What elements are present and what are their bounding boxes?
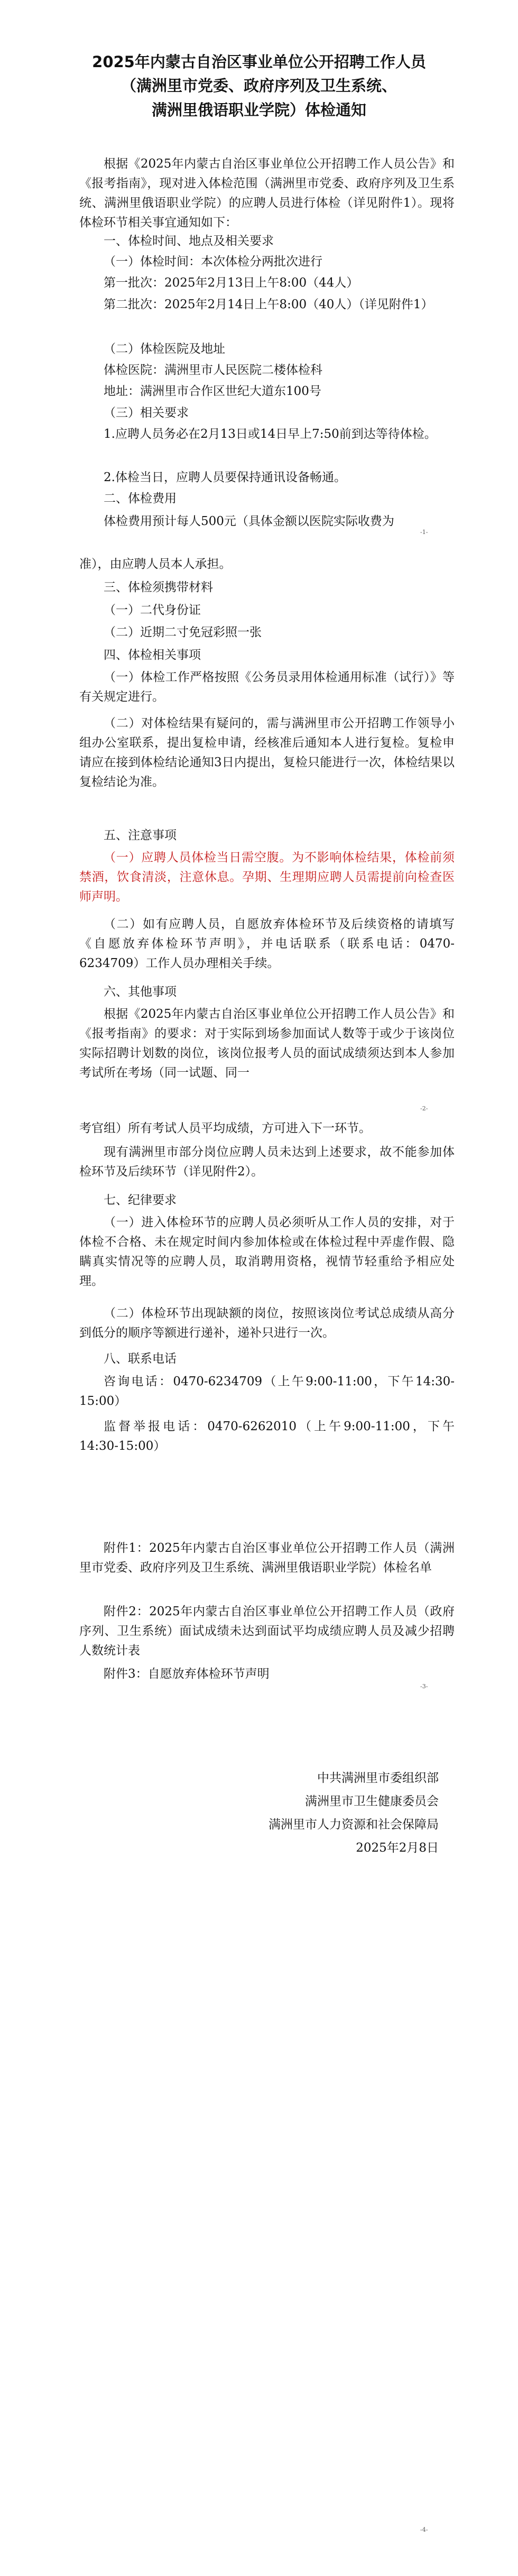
section-6-paragraph-2: 现有满洲里市部分岗位应聘人员未达到上述要求，故不能参加体检环节及后续环节（详见附件2）。 [79, 1145, 455, 1179]
section-4-heading: 四、体检相关事项 [104, 648, 201, 662]
signature-org-2: 满洲里市卫生健康委员会 [305, 1795, 439, 1808]
fee-text-a: 体检费用预计每人500元（具体金额以医院实际收费为 [104, 514, 394, 528]
section-6-paragraph-1b: 考官组）所有考试人员平均成绩，方可进入下一环节。 [79, 1121, 371, 1135]
signature-org-3: 满洲里市人力资源和社会保障局 [269, 1818, 439, 1832]
requirement-1: 1.应聘人员务必在2月13日或14日早上7:50前到达等待体检。 [104, 427, 437, 441]
section-1-sub-1: （一）体检时间：本次体检分两批次进行 [104, 255, 322, 269]
signature-org-1: 中共满洲里市委组织部 [317, 1771, 439, 1785]
material-item-2: （二）近期二寸免冠彩照一张 [104, 625, 262, 639]
title-line-3: 满洲里俄语职业学院）体检通知 [151, 101, 366, 119]
hospital-name: 体检医院：满洲里市人民医院二楼体检科 [104, 363, 322, 377]
section-4-paragraph-1: （一）体检工作严格按照《公务员录用体检通用标准（试行）》等有关规定进行。 [79, 670, 455, 704]
intro-paragraph: 根据《2025年内蒙古自治区事业单位公开招聘工作人员公告》和《报考指南》，现对进入体检范围（满洲里市党委、政府序列及卫生系统、满洲里俄语职业学院）的应聘人员进行体检（详见附件1）。现将体检环节相关事宜通知如下： [79, 157, 455, 229]
section-8-heading: 八、联系电话 [104, 1352, 177, 1366]
attachment-3: 附件3：自愿放弃体检环节声明 [104, 1667, 270, 1681]
section-2-heading: 二、体检费用 [104, 492, 177, 505]
section-4-paragraph-2: （二）对体检结果有疑问的，需与满洲里市公开招聘工作领导小组办公室联系，提出复检申请，经核准后通知本人进行复检。复检申请应在接到体检结论通知3日内提出，复检只能进行一次，体检结果以复检结论为准。 [79, 716, 455, 789]
material-item-1: （一）二代身份证 [104, 603, 201, 617]
supervise-phone: 监督举报电话：0470-6262010（上午9:00-11:00，下午14:30-15:00） [79, 1420, 455, 1453]
section-6-paragraph-1a: 根据《2025年内蒙古自治区事业单位公开招聘工作人员公告》和《报考指南》的要求：对于实际到场参加面试人数等于或少于该岗位实际招聘计划数的岗位，该岗位报考人员的面试成绩须达到本人参加考试所在考场（同一试题、同一 [79, 1007, 455, 1080]
section-3-heading: 三、体检须携带材料 [104, 581, 213, 594]
title-line-2: （满洲里市党委、政府序列及卫生系统、 [121, 77, 397, 95]
requirement-2: 2.体检当日，应聘人员要保持通讯设备畅通。 [104, 471, 346, 484]
section-1-sub-3: （三）相关要求 [104, 406, 189, 420]
section-7-heading: 七、纪律要求 [104, 1193, 177, 1207]
batch-2: 第二批次：2025年2月14日上午8:00（40人）（详见附件1） [104, 298, 433, 311]
attachment-1: 附件1：2025年内蒙古自治区事业单位公开招聘工作人员（满洲里市党委、政府序列及卫生系统、满洲里俄语职业学院）体检名单 [79, 1541, 455, 1575]
batch-1: 第一批次：2025年2月13日上午8:00（44人） [104, 276, 359, 290]
page-number-4: -4- [420, 2526, 428, 2533]
page-number-2: -2- [420, 1105, 428, 1112]
section-7-paragraph-1: （一）进入体检环节的应聘人员必须听从工作人员的安排，对于体检不合格、未在规定时间内参加体检或在体检过程中弄虚作假、隐瞒真实情况等的应聘人员，取消聘用资格，视情节轻重给予相应处理。 [79, 1216, 455, 1288]
fee-text-b: 准），由应聘人员本人承担。 [79, 557, 232, 571]
section-6-heading: 六、其他事项 [104, 985, 177, 999]
title-line-1: 2025年内蒙古自治区事业单位公开招聘工作人员 [92, 53, 426, 71]
section-7-paragraph-2: （二）体检环节出现缺额的岗位，按照该岗位考试总成绩从高分到低分的顺序等额进行递补，递补只进行一次。 [79, 1307, 455, 1340]
signature-date: 2025年2月8日 [356, 1841, 439, 1855]
page-number-3: -3- [420, 1683, 428, 1690]
section-1-heading: 一、体检时间、地点及相关要求 [104, 234, 274, 248]
attachment-2: 附件2：2025年内蒙古自治区事业单位公开招聘工作人员（政府序列、卫生系统）面试成绩未达到面试平均成绩应聘人员及减少招聘人数统计表 [79, 1605, 455, 1658]
page-number-1: -1- [420, 529, 428, 536]
section-5-paragraph-2: （二）如有应聘人员，自愿放弃体检环节及后续资格的请填写《自愿放弃体检环节声明》，并电话联系（联系电话：0470-6234709）工作人员办理相关手续。 [79, 917, 455, 970]
consult-phone: 咨询电话：0470-6234709（上午9:00-11:00，下午14:30-15:00） [79, 1375, 455, 1408]
red-notice: （一）应聘人员体检当日需空腹。为不影响体检结果，体检前须禁酒，饮食清淡，注意休息。孕期、生理期应聘人员需提前向检查医师声明。 [79, 851, 455, 904]
section-1-sub-2: （二）体检医院及地址 [104, 342, 225, 356]
section-5-heading: 五、注意事项 [104, 829, 177, 842]
hospital-address: 地址：满洲里市合作区世纪大道东100号 [104, 384, 321, 398]
